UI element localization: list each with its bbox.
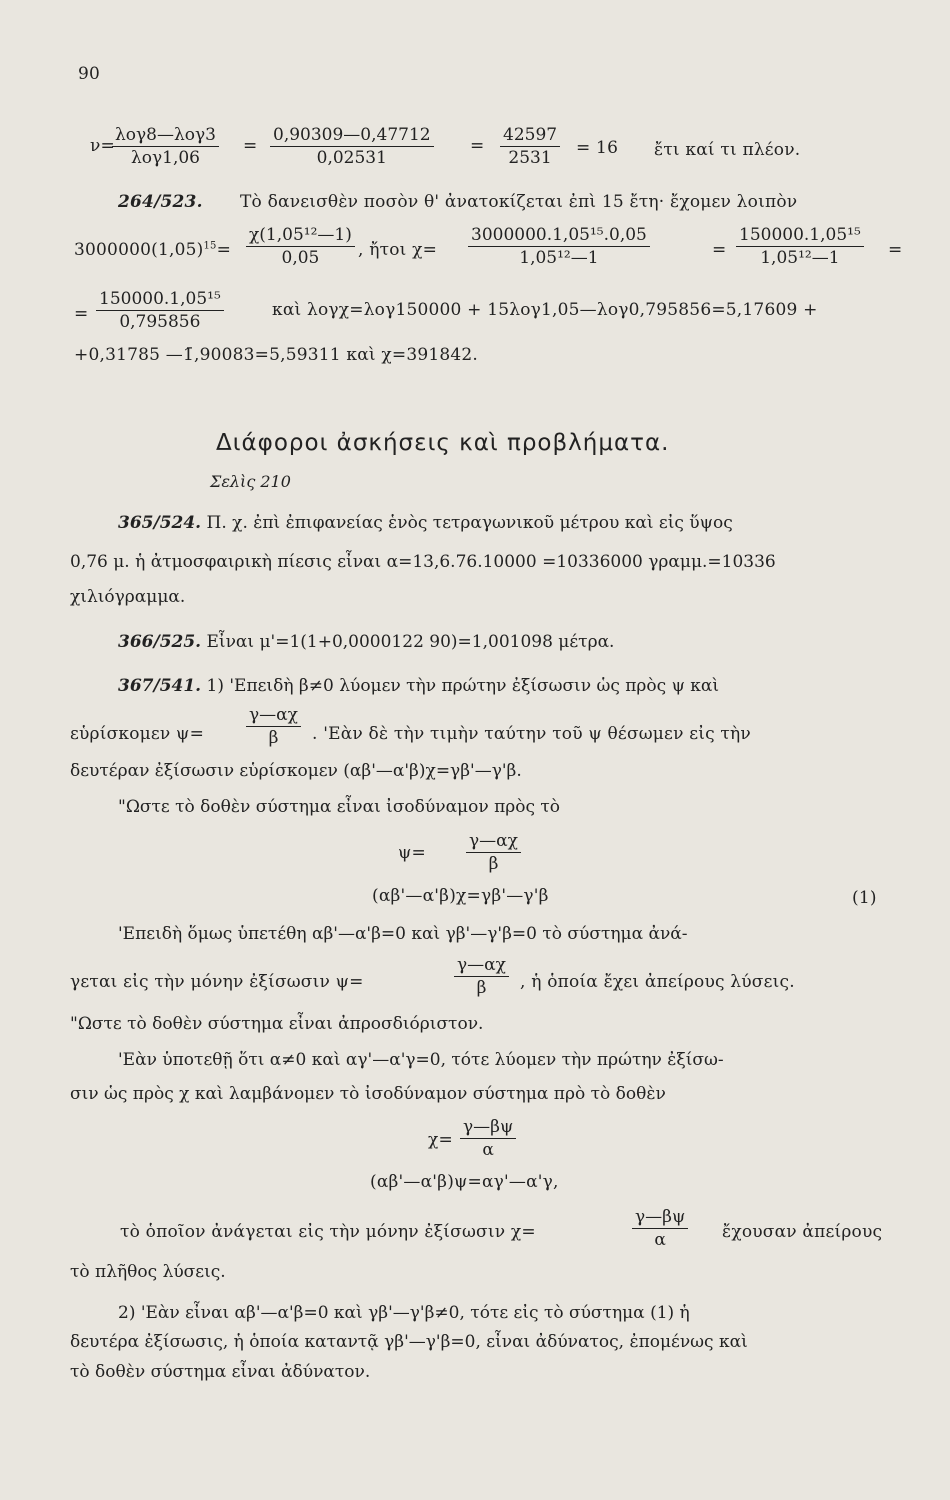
problem-367-line4: "Ωστε τὸ δοθὲν σύστημα εἶναι ἰσοδύναμον πρὸς τὸ xyxy=(118,797,561,817)
problem-366-line xyxy=(70,632,910,652)
frac3-num: γ—βψ xyxy=(632,1206,688,1229)
problem-367-label: 367/541. xyxy=(118,676,202,696)
lhs-base: 3000000(1,05) xyxy=(74,240,204,260)
problem-367-line13: δευτέρα ἐξίσωσις, ἡ ὁποία καταντᾷ γβ'—γ'β=0, εἶναι ἀδύνατος, ἐπομένως καὶ xyxy=(70,1332,748,1352)
frac3-den: α xyxy=(654,1230,666,1250)
problem-367-text1: 1) 'Επειδὴ β≠0 λύομεν τὴν πρώτην ἐξίσωσιν ὡς πρὸς ψ καὶ xyxy=(206,676,720,696)
frac2-num: γ—αχ xyxy=(454,954,509,977)
system1-frac-num: γ—αχ xyxy=(466,830,521,853)
problem-367-line10-pre: τὸ ὁποῖον ἀνάγεται εἰς τὴν μόνην ἐξίσωσιν χ= xyxy=(120,1222,536,1242)
problem-367-frac2 xyxy=(454,954,509,999)
problem-367-line1 xyxy=(70,676,910,696)
problem-367-line10-post: ἔχουσαν ἀπείρους xyxy=(722,1222,883,1242)
frac-c-den: 1,05¹²—1 xyxy=(760,248,840,268)
problem-264-equals-c: = xyxy=(712,240,727,260)
eq-v-frac3 xyxy=(500,124,560,169)
problem-365-line1 xyxy=(70,513,910,533)
problem-366-text: Εἶναι μ'=1(1+0,0000122 90)=1,001098 μέτρα. xyxy=(206,632,615,652)
eq-v-frac1 xyxy=(112,124,219,169)
eq-v-tail: ἔτι καί τι πλέον. xyxy=(654,140,801,160)
system1-lhs: ψ= xyxy=(398,843,426,863)
frac1-den: β xyxy=(268,728,279,748)
problem-264-lhs xyxy=(74,240,231,260)
eq-v-equals-1: = xyxy=(243,136,258,156)
problem-264-frac-b xyxy=(468,224,650,269)
system1-eq2: (αβ'—α'β)χ=γβ'—γ'β xyxy=(372,886,549,906)
eq-v-lhs: ν= xyxy=(90,136,115,156)
problem-367-line9: σιν ὡς πρὸς χ καὶ λαμβάνομεν τὸ ἰσοδύναμον σύστημα πρὸ τὸ δοθὲν xyxy=(70,1084,666,1104)
system1-frac-den: β xyxy=(488,854,499,874)
problem-367-frac3 xyxy=(632,1206,688,1251)
system1-frac xyxy=(466,830,521,875)
lhs-equals: = xyxy=(216,240,232,260)
problem-264-log: καὶ λογχ=λογ150000 + 15λογ1,05—λογ0,795856=5,17609 + xyxy=(272,300,818,320)
problem-367-line3: δευτέραν ἐξίσωσιν εὑρίσκομεν (αβ'—α'β)χ=γβ'—γ'β. xyxy=(70,761,522,781)
frac-d-den: 0,795856 xyxy=(119,312,201,332)
eq-v-frac3-den: 2531 xyxy=(508,148,552,168)
problem-365-line3: χιλιόγραμμα. xyxy=(70,587,186,607)
problem-264-label: 264/523. xyxy=(118,192,203,212)
frac-b-num: 3000000.1,05¹⁵.0,05 xyxy=(468,224,650,247)
eq-v-equals-2: = xyxy=(470,136,485,156)
eq-v-frac2-num: 0,90309—0,47712 xyxy=(270,124,434,147)
problem-264-equals-d: = xyxy=(888,240,903,260)
equation-number-1: (1) xyxy=(852,888,877,908)
problem-264-itoi: , ἤτοι χ= xyxy=(358,240,438,260)
problem-367-line5: 'Επειδὴ ὅμως ὑπετέθη αβ'—α'β=0 καὶ γβ'—γ'β=0 τὸ σύστημα ἀνά- xyxy=(118,924,688,944)
problem-366-label: 366/525. xyxy=(118,632,202,652)
eq-v-frac1-num: λογ8—λογ3 xyxy=(112,124,219,147)
problem-264-equals-e: = xyxy=(74,304,89,324)
page-number: 90 xyxy=(78,64,101,84)
eq-v-frac1-den: λογ1,06 xyxy=(130,148,200,168)
system2-lhs: χ= xyxy=(428,1130,453,1150)
problem-367-line8: 'Εὰν ὑποτεθῇ ὅτι α≠0 καὶ αγ'—α'γ=0, τότε λύομεν τὴν πρώτην ἐξίσω- xyxy=(118,1050,724,1070)
problem-365-text: Π. χ. ἐπὶ ἐπιφανείας ἑνὸς τετραγωνικοῦ μέτρου καὶ εἰς ὕψος xyxy=(206,513,733,533)
frac2-den: β xyxy=(476,978,487,998)
problem-367-line6-pre: γεται εἰς τὴν μόνην ἐξίσωσιν ψ= xyxy=(70,972,364,992)
frac-c-num: 150000.1,05¹⁵ xyxy=(736,224,864,247)
eq-v-result: = 16 xyxy=(576,138,619,158)
problem-367-line7: "Ωστε τὸ δοθὲν σύστημα εἶναι ἀπροσδιόριστον. xyxy=(70,1014,484,1034)
system2-eq2: (αβ'—α'β)ψ=αγ'—α'γ, xyxy=(370,1172,559,1192)
problem-264-line3: +0,31785 —1̄,90083=5,59311 καὶ χ=391842. xyxy=(74,345,479,365)
problem-367-line12: 2) 'Εὰν εἶναι αβ'—α'β=0 καὶ γβ'—γ'β≠0, τότε εἰς τὸ σύστημα (1) ἡ xyxy=(118,1303,690,1323)
problem-264-text: Τὸ δανεισθὲν ποσὸν θ' ἀνατοκίζεται ἐπὶ 15 ἔτη· ἔχομεν λοιπὸν xyxy=(240,192,798,212)
section-heading: Διάφοροι ἀσκήσεις καὶ προβλήματα. xyxy=(216,430,670,456)
eq-v-frac2 xyxy=(270,124,434,169)
problem-264-frac-d xyxy=(96,288,224,333)
system2-frac-num: γ—βψ xyxy=(460,1116,516,1139)
system2-frac xyxy=(460,1116,516,1161)
eq-v-frac2-den: 0,02531 xyxy=(316,148,387,168)
frac-b-den: 1,05¹²—1 xyxy=(519,248,599,268)
problem-365-label: 365/524. xyxy=(118,513,202,533)
frac-a-num: χ(1,05¹²—1) xyxy=(246,224,355,247)
frac1-num: γ—αχ xyxy=(246,704,301,727)
eq-v-frac3-num: 42597 xyxy=(500,124,560,147)
frac-d-num: 150000.1,05¹⁵ xyxy=(96,288,224,311)
problem-367-line11: τὸ πλῆθος λύσεις. xyxy=(70,1262,226,1282)
lhs-exponent: 15 xyxy=(203,240,217,252)
system2-frac-den: α xyxy=(482,1140,494,1160)
problem-367-line6-post: , ἡ ὁποία ἔχει ἀπείρους λύσεις. xyxy=(520,972,795,992)
problem-367-line2-post: . 'Εὰν δὲ τὴν τιμὴν ταύτην τοῦ ψ θέσωμεν εἰς τὴν xyxy=(312,724,751,744)
problem-367-line14: τὸ δοθὲν σύστημα εἶναι ἀδύνατον. xyxy=(70,1362,371,1382)
problem-367-line2-pre: εὑρίσκομεν ψ= xyxy=(70,724,205,744)
frac-a-den: 0,05 xyxy=(281,248,320,268)
problem-264-frac-a xyxy=(246,224,355,269)
problem-365-line2: 0,76 μ. ἡ ἀτμοσφαιρικὴ πίεσις εἶναι α=13,6.76.10000 =10336000 γραμμ.=10336 xyxy=(70,552,776,572)
page-reference: Σελὶς 210 xyxy=(210,472,291,491)
problem-264-frac-c xyxy=(736,224,864,269)
problem-367-frac1 xyxy=(246,704,301,749)
